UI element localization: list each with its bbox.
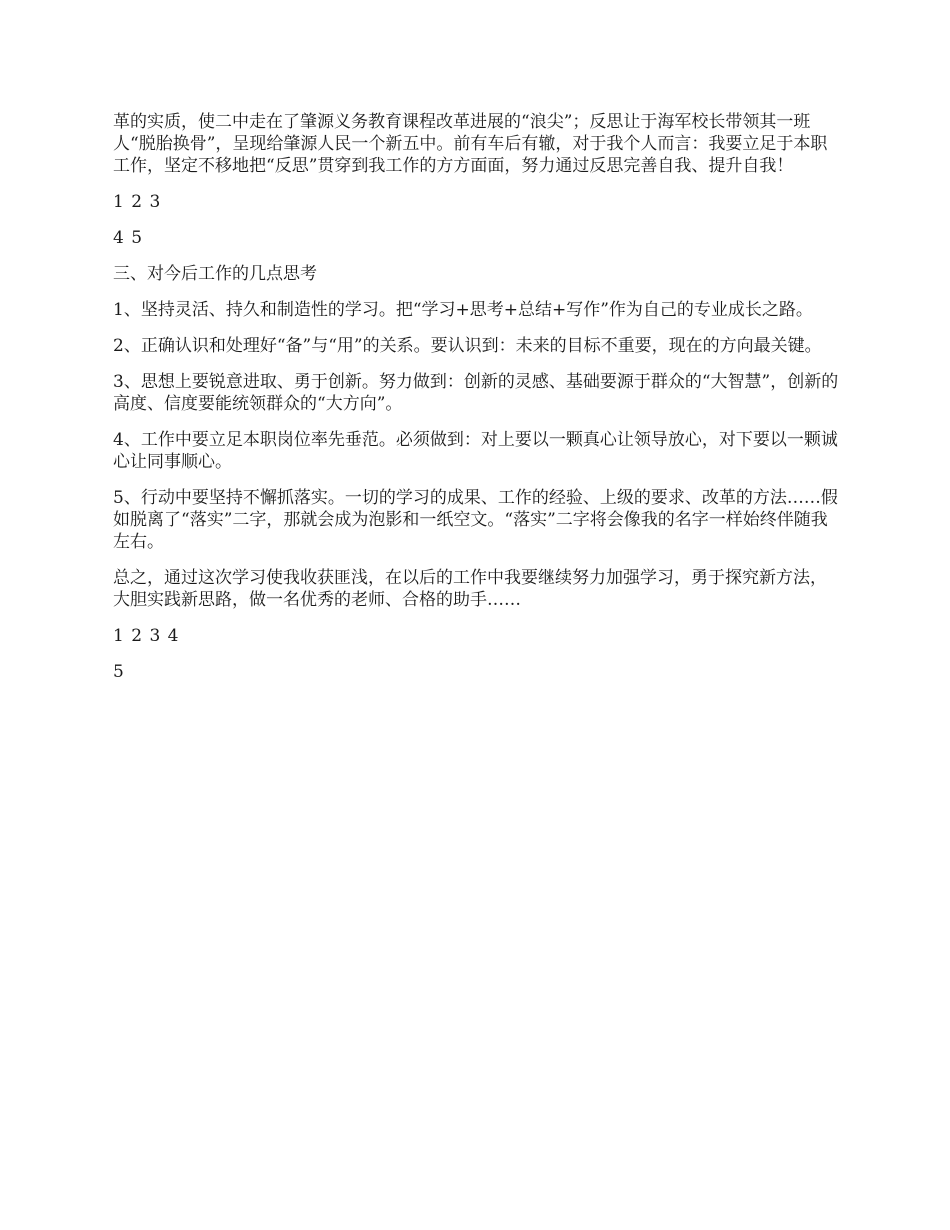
page-numbers-line-4: 5 bbox=[113, 662, 125, 682]
paragraph-intro-continued: 革的实质，使二中走在了肇源义务教育课程改革进展的“浪尖”；反思让于海军校长带领其一班人“脱胎换骨”，呈现给肇源人民一个新五中。前有车后有辙，对于我个人而言：我要立足于本职工作，坚定不移地把“反思”贯穿到我工作的方方面面，努力通过反思完善自我、提升自我！ bbox=[113, 112, 828, 176]
section-heading: 三、对今后工作的几点思考 bbox=[113, 264, 317, 284]
list-item-4: 4、工作中要立足本职岗位率先垂范。必须做到：对上要以一颗真心让领导放心，对下要以一颗诚心让同事顺心。 bbox=[113, 430, 838, 472]
list-item-1: 1、坚持灵活、持久和制造性的学习。把“学习+思考+总结+写作”作为自己的专业成长之路。 bbox=[113, 300, 813, 320]
page-numbers-line-1: 1 2 3 bbox=[113, 192, 162, 212]
list-item-2: 2、正确认识和处理好“备”与“用”的关系。要认识到：未来的目标不重要，现在的方向最关键。 bbox=[113, 336, 822, 356]
conclusion-paragraph: 总之，通过这次学习使我收获匪浅，在以后的工作中我要继续努力加强学习，勇于探究新方法，大胆实践新思路，做一名优秀的老师、合格的助手…… bbox=[113, 568, 827, 610]
document-page bbox=[113, 111, 840, 697]
page-numbers-line-2: 4 5 bbox=[113, 228, 144, 248]
list-item-3: 3、思想上要锐意进取、勇于创新。努力做到：创新的灵感、基础要源于群众的“大智慧”，创新的高度、信度要能统领群众的“大方向”。 bbox=[113, 372, 839, 414]
list-item-5: 5、行动中要坚持不懈抓落实。一切的学习的成果、工作的经验、上级的要求、改革的方法……假如脱离了“落实”二字，那就会成为泡影和一纸空文。“落实”二字将会像我的名字一样始终伴随我左右。 bbox=[113, 488, 838, 552]
page-numbers-line-3: 1 2 3 4 bbox=[113, 626, 180, 646]
